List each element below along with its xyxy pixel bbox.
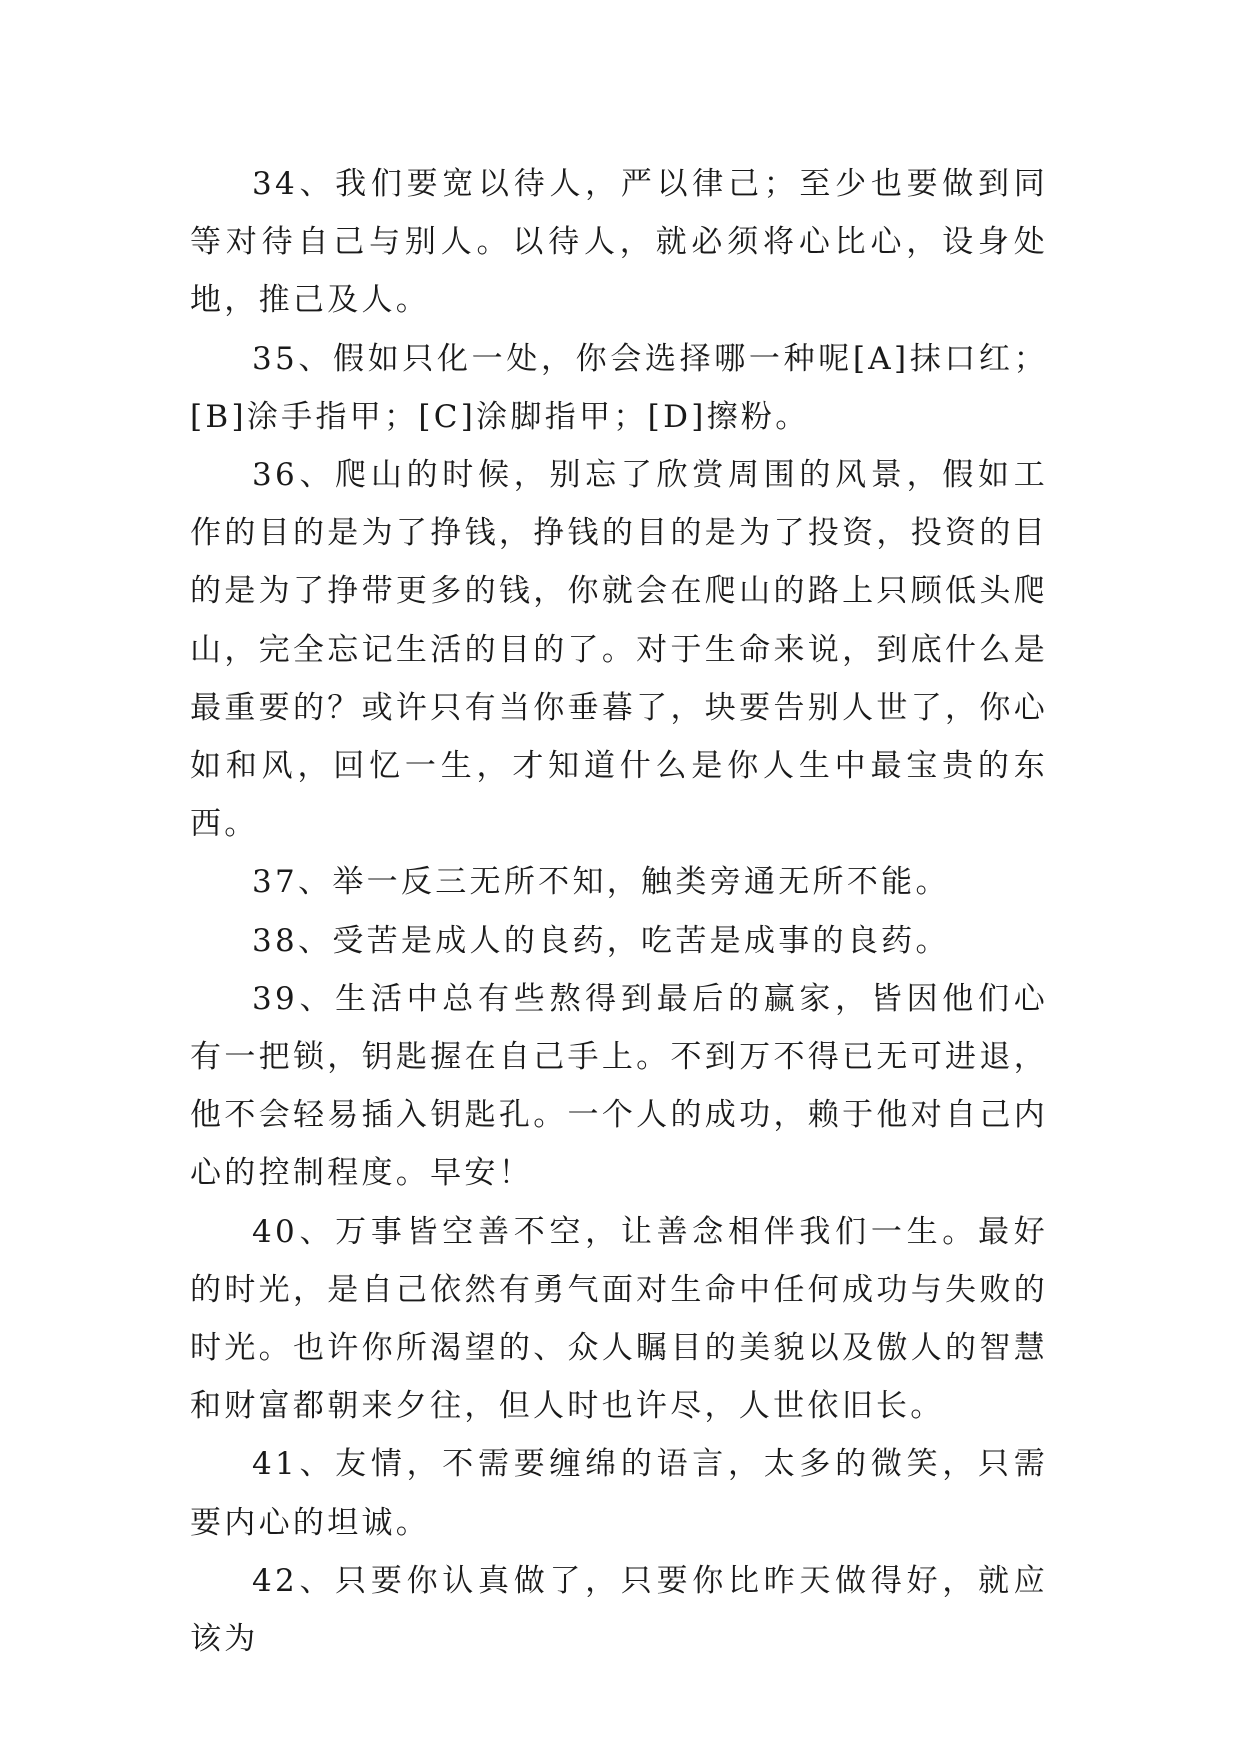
paragraph-35: 35、假如只化一处，你会选择哪一种呢[A]抹口红；[B]涂手指甲；[C]涂脚指甲；[D]擦粉。 (190, 340, 1048, 435)
paragraph-41: 41、友情，不需要缠绵的语言，太多的微笑，只需要内心的坦诚。 (190, 1446, 1048, 1541)
paragraph-34: 34、我们要宽以待人，严以律己；至少也要做到同等对待自己与别人。以待人，就必须将心比心，设身处地，推己及人。 (190, 166, 1048, 319)
paragraph-36: 36、爬山的时候，别忘了欣赏周围的风景，假如工作的目的是为了挣钱，挣钱的目的是为了投资，投资的目的是为了挣带更多的钱，你就会在爬山的路上只顾低头爬山，完全忘记生活的目的了。对于生命来说，到底什么是最重要的？或许只有当你垂暮了，块要告别人世了，你心如和风，回忆一生，才知道什么是你人生中最宝贵的东西。 (190, 457, 1048, 843)
paragraph-40: 40、万事皆空善不空，让善念相伴我们一生。最好的时光，是自己依然有勇气面对生命中任何成功与失败的时光。也许你所渴望的、众人瞩目的美貌以及傲人的智慧和财富都朝来夕往，但人时也许尽，人世依旧长。 (190, 1213, 1048, 1425)
paragraph-37: 37、举一反三无所不知，触类旁通无所不能。 (252, 864, 950, 901)
paragraph-42: 42、只要你认真做了，只要你比昨天做得好，就应该为 (190, 1562, 1048, 1658)
paragraph-39: 39、生活中总有些熬得到最后的赢家，皆因他们心有一把锁，钥匙握在自己手上。不到万不得已无可进退，他不会轻易插入钥匙孔。一个人的成功，赖于他对自己内心的控制程度。早安！ (190, 980, 1048, 1192)
paragraph-38: 38、受苦是成人的良药，吃苦是成事的良药。 (252, 922, 950, 959)
document-body (190, 155, 1048, 1668)
